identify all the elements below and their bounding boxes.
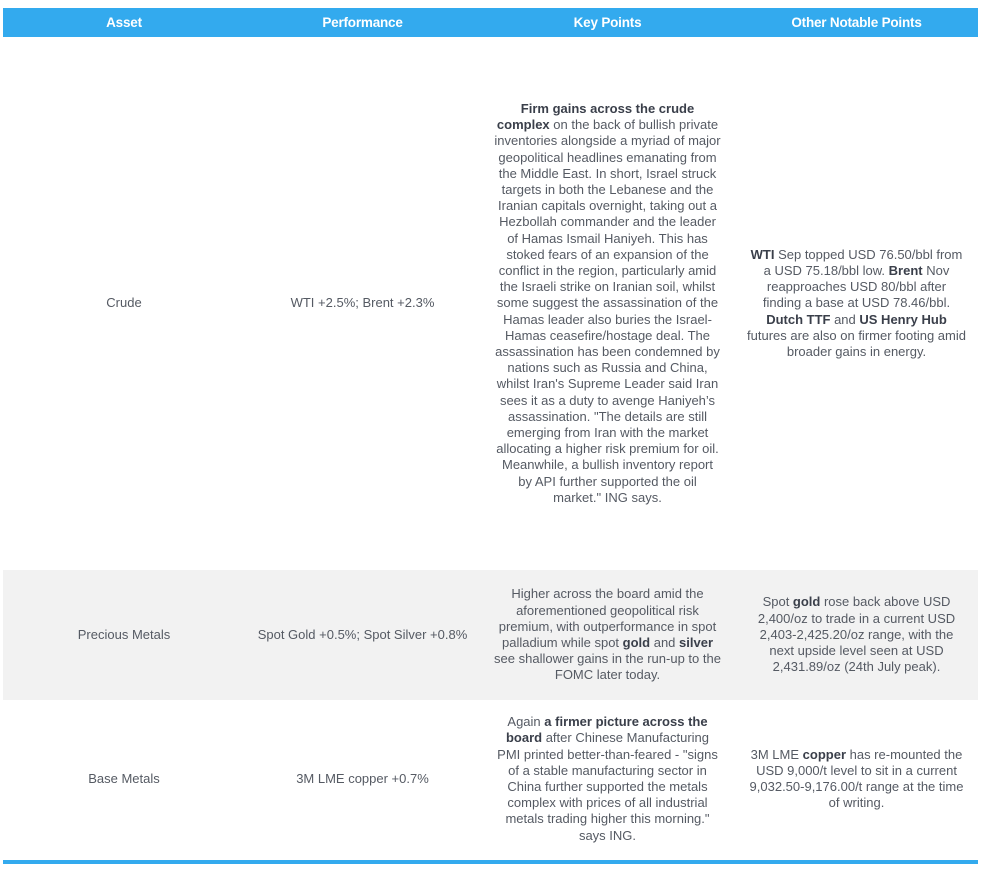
performance-cell: Spot Gold +0.5%; Spot Silver +0.8% [245, 570, 480, 700]
emphasis-text: WTI [750, 246, 775, 262]
header-key-points: Key Points [480, 8, 735, 37]
key-points-cell: Firm gains across the crude complex on the back of bullish private inventories alongside a myriad of major geopolitical headlines emanating from the Middle East. In short, Israel struck targets in both the Lebanese and the Iranian capitals overnight, taking out a Hezbollah commander and the leader of Hamas Ismail Haniyeh. This has stoked fears of an expansion of the conflict in the region, particularly amid the Israeli strike on Iranian soil, whilst some suggest the assassination of the Hamas leader also buries the Israel-Hamas ceasefire/hostage deal. The assassination has been condemned by nations such as Russia and China, whilst Iran's Supreme Leader said Iran sees it as a duty to avenge Haniyeh’s assassination. "The details are still emerging from Iran with the market allocating a higher risk premium for oil. Meanwhile, a bullish inventory report by API further supported the oil market." ING says. [494, 100, 721, 505]
table-row-crude [3, 37, 978, 570]
emphasis-text: silver [679, 635, 714, 650]
emphasis-text: Dutch TTF [766, 311, 831, 327]
asset-cell: Crude [106, 295, 142, 311]
emphasis-text: US Henry Hub [859, 311, 947, 327]
performance-cell: WTI +2.5%; Brent +2.3% [290, 295, 435, 311]
emphasis-text: a firmer picture across the board [505, 714, 708, 746]
emphasis-text: Firm gains across the crude complex [496, 100, 695, 133]
emphasis-text: gold [792, 594, 821, 610]
key-points-cell: Higher across the board amid the aforementioned geopolitical risk premium, with outperformance in spot palladium while spot gold and silver see shallower gains in the run-up to the FOMC later today. [480, 570, 735, 700]
header-row [3, 8, 978, 37]
emphasis-text: gold [622, 635, 651, 650]
emphasis-text: Brent [888, 262, 923, 278]
table-row-base-metals [3, 700, 978, 862]
header-performance: Performance [245, 8, 480, 37]
asset-cell: Base Metals [3, 700, 245, 862]
other-points-cell: Spot gold rose back above USD 2,400/oz to trade in a current USD 2,403-2,425.20/oz range, with the next upside level seen at USD 2,431.89/oz (24th July peak). [735, 570, 978, 700]
emphasis-text: copper [802, 746, 846, 762]
asset-cell: Precious Metals [3, 570, 245, 700]
commodities-table [3, 8, 978, 864]
table-row-precious-metals [3, 570, 978, 700]
performance-cell: 3M LME copper +0.7% [245, 700, 480, 862]
other-points-cell: WTI Sep topped USD 76.50/bbl from a USD 75.18/bbl low. Brent Nov reapproaches USD 80/bbl after finding a base at USD 78.46/bbl. Dutch TTF and US Henry Hub futures are also on firmer footing amid broader gains in energy. [747, 246, 966, 359]
other-points-cell: 3M LME copper has re-mounted the USD 9,000/t level to sit in a current 9,032.50-9,176.00/t range at the time of writing. [735, 700, 978, 862]
key-points-cell: Again a firmer picture across the board after Chinese Manufacturing PMI printed better-than-feared - "signs of a stable manufacturing sector in China further supported the metals complex with prices of all industrial metals trading higher this morning." says ING. [480, 700, 735, 862]
header-other-notable-points: Other Notable Points [735, 8, 978, 37]
header-asset: Asset [3, 8, 245, 37]
